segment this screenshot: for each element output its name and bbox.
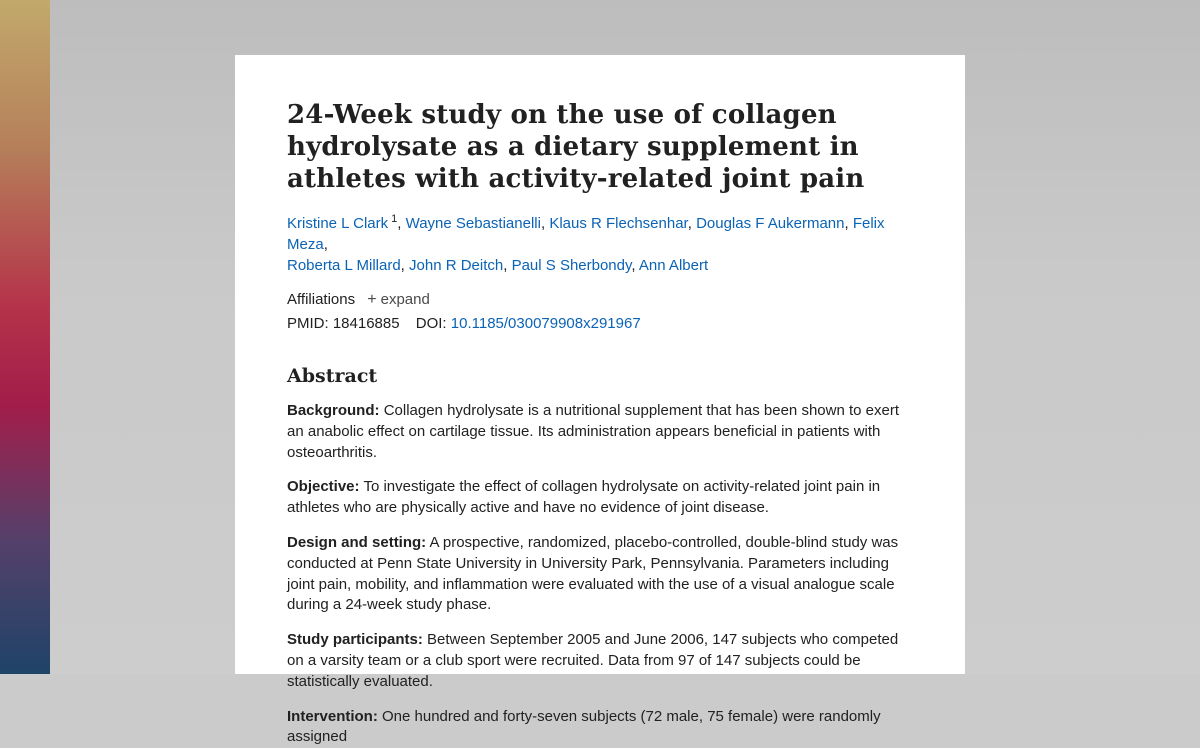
abstract-section-objective: [287, 477, 909, 519]
section-text: Between September 2005 and June 2006, 147 subjects who competed on a varsity team or a club sport were recruited. Data from 97 of 147 subjects could be statistically evaluated.: [287, 631, 899, 690]
background-color-strip: [0, 0, 50, 674]
author-link[interactable]: Ann Albert: [638, 257, 709, 274]
article-page: [235, 55, 965, 746]
identifiers-row: [287, 313, 909, 334]
doi-label: DOI:: [415, 315, 447, 332]
expand-affiliations-button[interactable]: [367, 291, 430, 308]
doi-link[interactable]: 10.1185/030079908x291967: [450, 315, 641, 332]
section-text: To investigate the effect of collagen hydrolysate on activity-related joint pain in athletes who are physically active and have no evidence of joint disease.: [287, 478, 881, 517]
abstract-section-participants: [287, 630, 909, 692]
author-link[interactable]: Douglas F Aukermann: [696, 215, 845, 232]
author-link[interactable]: John R Deitch: [409, 257, 504, 274]
author-link[interactable]: Paul S Sherbondy: [511, 257, 632, 274]
expand-label: expand: [380, 291, 430, 308]
section-label: Intervention:: [287, 707, 378, 725]
abstract-section-design: [287, 533, 909, 616]
section-label: Objective:: [287, 478, 360, 496]
section-label: Design and setting:: [287, 533, 427, 551]
section-text: A prospective, randomized, placebo-controlled, double-blind study was conducted at Penn State University in University Park, Pennsylvania. Parameters including joint pain, mobility, and inflammation were evaluated with the use of a visual analogue scale during a 24-week study phase.: [287, 533, 899, 614]
article-content: [287, 55, 909, 748]
author-link[interactable]: Klaus R Flechsenhar: [549, 215, 688, 232]
abstract-heading: Abstract: [287, 365, 378, 387]
author-link[interactable]: Roberta L Millard: [287, 257, 401, 274]
affiliations-label: Affiliations: [287, 291, 356, 308]
section-label: Study participants:: [287, 631, 423, 649]
section-label: Background:: [287, 402, 380, 419]
plus-icon: +: [367, 291, 377, 308]
author-list: Kristine L Clark $^1$, Wayne Sebastianelli, Klaus R Flechsenhar, Douglas F Aukermann, Felix Meza, Roberta L Millard, John R Deitch, Paul S Sherbondy, Ann Albert: [287, 213, 885, 274]
author-link[interactable]: Wayne Sebastianelli: [405, 215, 541, 232]
abstract-section-background: [287, 401, 909, 463]
article-title: 24-Week study on the use of collagen hydrolysate as a dietary supplement in athletes with activity-related joint pain: [287, 100, 865, 194]
affiliation-sup[interactable]: 1: [391, 213, 398, 225]
affiliations-row: [287, 289, 909, 310]
abstract-section-intervention: [287, 707, 909, 748]
pmid: PMID: 18416885: [287, 315, 400, 332]
section-text: One hundred and forty-seven subjects (72 male, 75 female) were randomly assigned: [287, 707, 881, 746]
section-text: Collagen hydrolysate is a nutritional supplement that has been shown to exert an anabolic effect on cartilage tissue. Its administration appears beneficial in patients with osteoarthritis.: [287, 402, 899, 461]
author-link[interactable]: Kristine L Clark $^1$: [287, 213, 398, 232]
author-link[interactable]: Felix Meza: [287, 215, 885, 253]
